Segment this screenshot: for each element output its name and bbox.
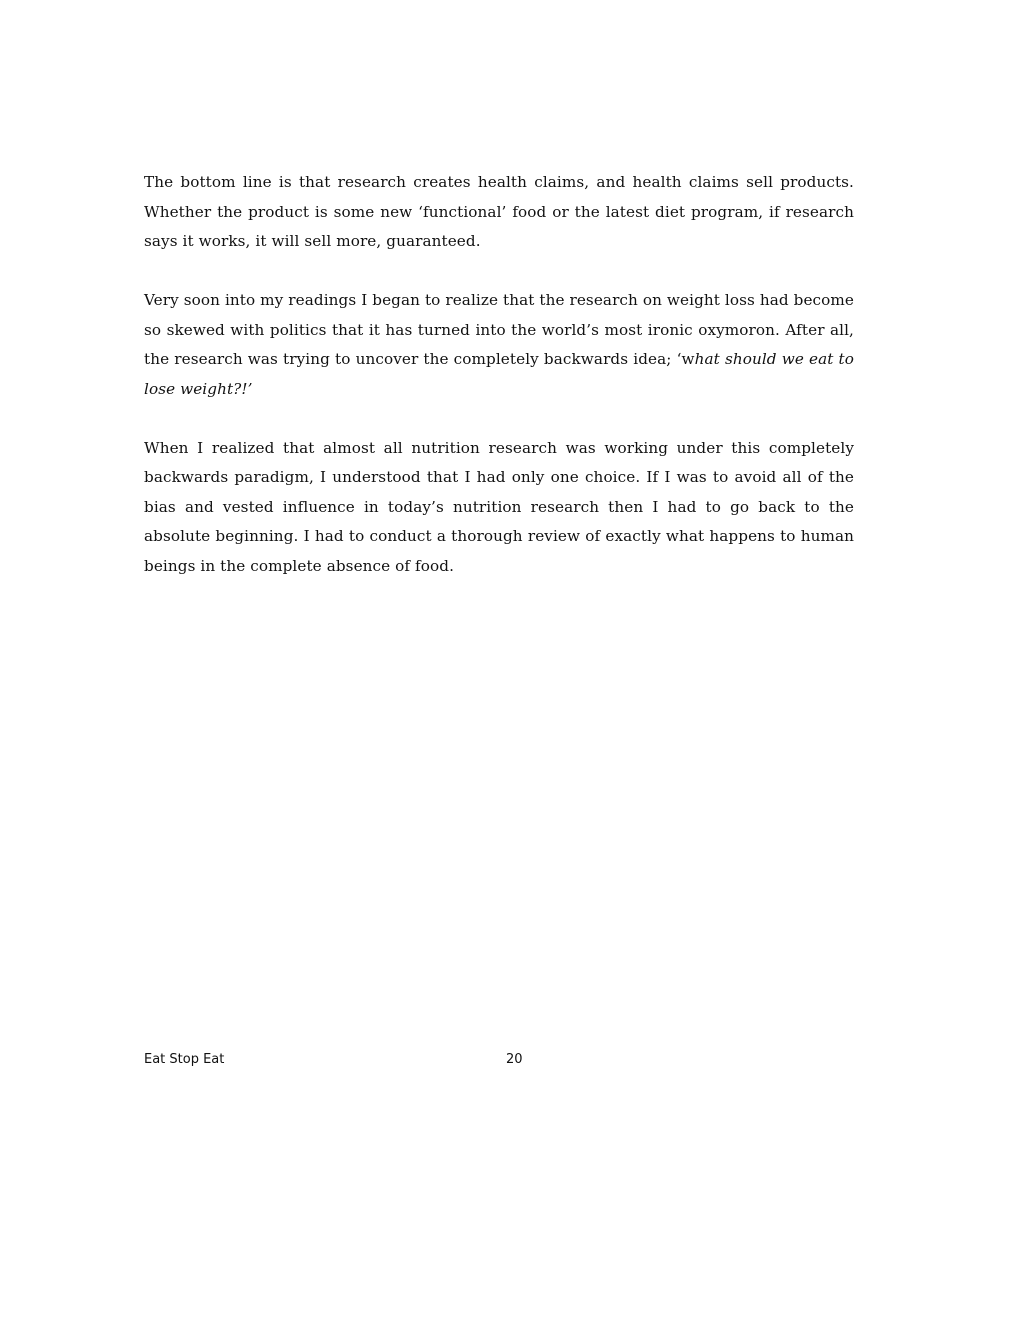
paragraph-3: When I realized that almost all nutrition research was working under this completely backwards paradigm, I understood that I had only one choice. If I was to avoid all of the bias and vested influence in today’s nutrition research then I had to go back to the absolute beginning. I had to conduct a thorough review of exactly what happens to human beings in the complete absence of food. [144,438,854,575]
paragraph-2-italic-question: hat should we eat to lose weight?!’ [144,350,854,398]
page-number: 20 [506,1052,523,1067]
footer-title: Eat Stop Eat [144,1052,225,1067]
paragraph-2-text: Very soon into my readings I began to realize that the research on weight loss had become so skewed with politics that it has turned into the world’s most ironic oxymoron. After all, the research was trying to uncover the completely backwards idea; ‘w [144,291,854,368]
paragraph-2 [144,286,854,404]
paragraph-1: The bottom line is that research creates health claims, and health claims sell products. Whether the product is some new ‘functional’ food or the latest diet program, if research says it works, it will sell more, guaranteed. [144,173,854,250]
body-text [144,168,854,611]
